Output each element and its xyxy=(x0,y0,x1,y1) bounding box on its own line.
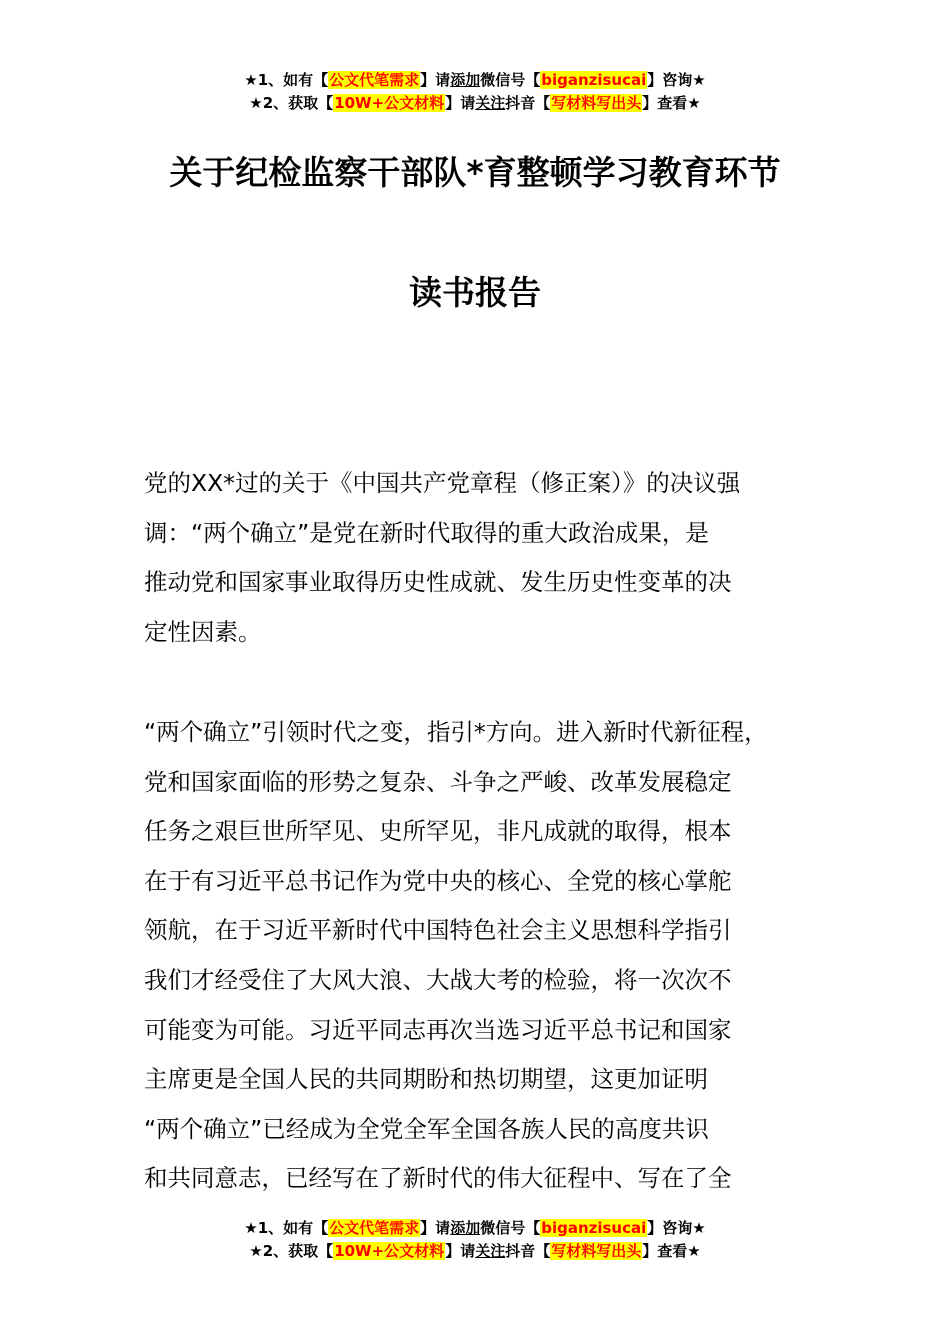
banner-text: 】咨询★ xyxy=(647,1219,706,1237)
banner-highlight: 10W+公文材料 xyxy=(334,94,445,112)
banner-underlined: 关注 xyxy=(475,1242,506,1260)
banner-douyin-id: 写材料写出头 xyxy=(551,1242,642,1260)
banner-text: 】请 xyxy=(420,1219,451,1237)
paragraph-line: 和共同意志，已经写在了新时代的伟大征程中、写在了全 xyxy=(144,1164,732,1193)
banner-text: 】请 xyxy=(445,1242,476,1260)
banner-text: ★1、如有【 xyxy=(244,71,329,89)
paragraph-line: 党和国家面临的形势之复杂、斗争之严峻、改革发展稳定 xyxy=(144,767,732,796)
banner-douyin-id: 写材料写出头 xyxy=(551,94,642,112)
paragraph-line: 调：“两个确立”是党在新时代取得的重大政治成果，是 xyxy=(144,518,709,547)
paragraph-line: 可能变为可能。习近平同志再次当选习近平总书记和国家 xyxy=(144,1015,732,1044)
banner-wechat-id: biganzisucai xyxy=(541,71,647,89)
banner-text: 抖音【 xyxy=(505,94,551,112)
banner-line-2 xyxy=(0,92,950,115)
banner-text: ★2、获取【 xyxy=(249,94,334,112)
banner-text: 抖音【 xyxy=(505,1242,551,1260)
paragraph-1 xyxy=(144,459,844,657)
footer-banner xyxy=(0,1217,950,1263)
header-banner xyxy=(0,69,950,115)
paragraph-line: “两个确立”引领时代之变，指引*方向。进入新时代新征程， xyxy=(144,718,768,746)
paragraph-2 xyxy=(144,708,844,1204)
banner-text: 】请 xyxy=(420,71,451,89)
paragraph-line: 任务之艰巨世所罕见、史所罕见，非凡成就的取得，根本 xyxy=(144,817,732,846)
banner-text: ★2、获取【 xyxy=(249,1242,334,1260)
banner-text: 微信号【 xyxy=(480,1219,541,1237)
banner-underlined: 添加 xyxy=(450,1219,481,1237)
paragraph-line: 定性因素。 xyxy=(144,617,262,646)
banner-text: 】请 xyxy=(445,94,476,112)
paragraph-line: 领航，在于习近平新时代中国特色社会主义思想科学指引 xyxy=(144,916,732,945)
paragraph-line: “两个确立”已经成为全党全军全国各族人民的高度共识 xyxy=(144,1114,709,1143)
banner-text: 微信号【 xyxy=(480,71,541,89)
banner-underlined: 关注 xyxy=(475,94,506,112)
banner-highlight: 公文代笔需求 xyxy=(329,71,420,89)
banner-underlined: 添加 xyxy=(450,71,481,89)
paragraph-line: 推动党和国家事业取得历史性成就、发生历史性变革的决 xyxy=(144,568,732,597)
banner-text: 】咨询★ xyxy=(647,71,706,89)
banner-text: ★1、如有【 xyxy=(244,1219,329,1237)
paragraph-line: 我们才经受住了大风大浪、大战大考的检验，将一次次不 xyxy=(144,965,732,994)
paragraph-line: 党的XX*过的关于《中国共产党章程（修正案）》的决议强 xyxy=(144,469,741,497)
banner-wechat-id: biganzisucai xyxy=(541,1219,647,1237)
banner-line-2 xyxy=(0,1240,950,1263)
banner-line-1 xyxy=(0,1217,950,1240)
banner-line-1 xyxy=(0,69,950,92)
banner-text: 】查看★ xyxy=(642,1242,701,1260)
paragraph-line: 在于有习近平总书记作为党中央的核心、全党的核心掌舵 xyxy=(144,866,732,895)
banner-highlight: 公文代笔需求 xyxy=(329,1219,420,1237)
document-subtitle: 读书报告 xyxy=(409,273,541,312)
paragraph-line: 主席更是全国人民的共同期盼和热切期望，这更加证明 xyxy=(144,1065,708,1094)
banner-text: 】查看★ xyxy=(642,94,701,112)
banner-highlight: 10W+公文材料 xyxy=(334,1242,445,1260)
document-title: 关于纪检监察干部队*育整顿学习教育环节 xyxy=(169,153,781,192)
